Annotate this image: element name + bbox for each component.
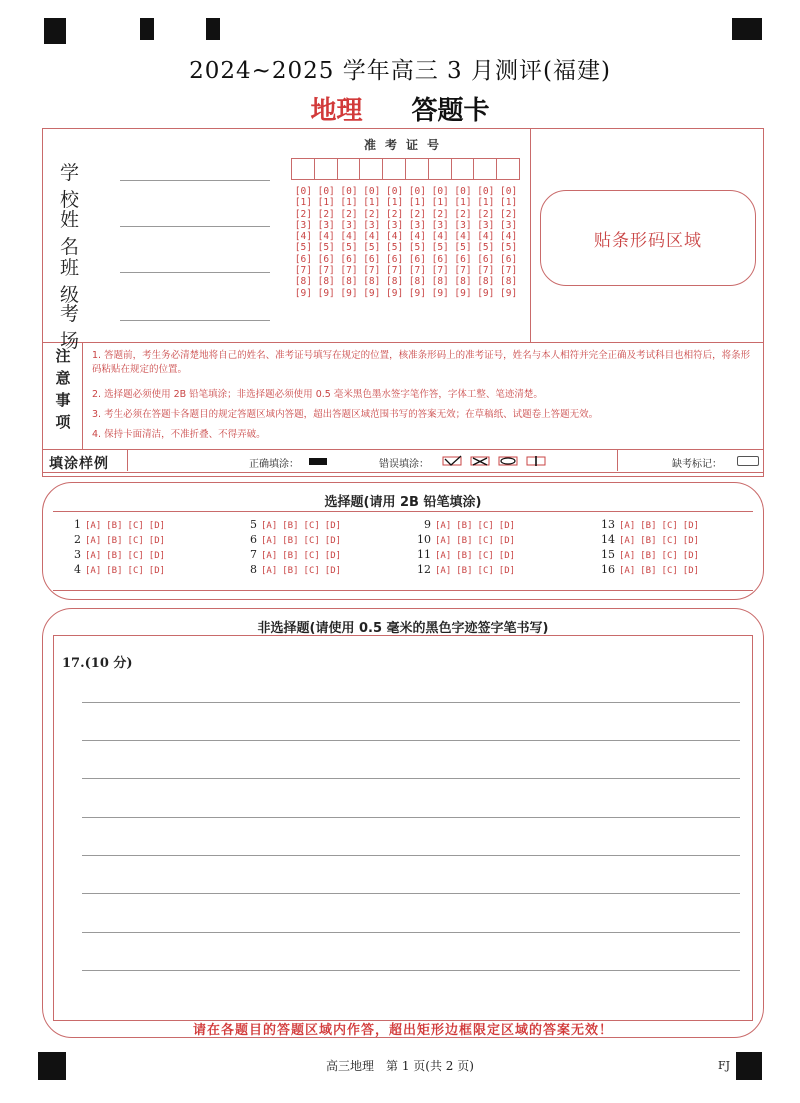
mc-question — [415, 563, 520, 576]
exam-number-box[interactable] — [359, 158, 383, 180]
fill-sample-divider — [127, 450, 128, 471]
mc-question-number: 3 — [74, 548, 81, 561]
notes-label-char: 项 — [55, 413, 71, 431]
mc-option-bubble[interactable]: [C] — [661, 566, 678, 576]
correct-fill-mark — [309, 458, 327, 465]
digit-bubble[interactable]: [8] — [340, 276, 358, 288]
mc-option-bubble[interactable]: [A] — [85, 536, 102, 546]
mc-option-bubble[interactable]: [A] — [435, 536, 452, 546]
mc-question — [599, 563, 704, 576]
digit-bubble[interactable]: [7] — [340, 265, 358, 277]
name-label: 姓名 — [60, 209, 98, 258]
digit-bubble[interactable]: [3] — [363, 219, 381, 231]
digit-bubble[interactable]: [9] — [454, 287, 472, 299]
mc-option-bubble[interactable]: [B] — [640, 536, 657, 546]
mc-option-bubble[interactable]: [A] — [619, 566, 636, 576]
alignment-mark — [44, 18, 66, 44]
digit-bubble[interactable]: [4] — [340, 231, 358, 243]
card-name: 答题卡 — [411, 96, 490, 126]
mc-option-bubble[interactable]: [A] — [261, 566, 278, 576]
digit-bubble[interactable]: [0] — [386, 186, 404, 197]
absent-mark-box[interactable] — [737, 456, 759, 466]
digit-bubble[interactable]: [2] — [408, 208, 426, 220]
exam-number-box[interactable] — [291, 158, 315, 180]
mc-option-bubble[interactable]: [D] — [148, 566, 166, 576]
free-response-section — [42, 608, 764, 1038]
mc-question — [599, 533, 704, 546]
digit-bubble[interactable]: [2] — [454, 208, 472, 220]
answer-line — [82, 702, 740, 703]
digit-bubble[interactable]: [5] — [477, 242, 495, 254]
exam-number-column — [339, 186, 359, 299]
digit-bubble[interactable]: [4] — [363, 231, 381, 243]
digit-bubble[interactable]: [7] — [294, 265, 312, 277]
mc-option-bubble[interactable]: [C] — [477, 536, 494, 546]
panel-divider — [43, 342, 763, 343]
name-row — [60, 205, 116, 259]
answer-line — [82, 778, 740, 779]
exam-number-box[interactable] — [314, 158, 338, 180]
digit-bubble[interactable]: [6] — [454, 253, 472, 265]
digit-bubble[interactable]: [2] — [477, 208, 495, 220]
mc-option-bubble[interactable]: [B] — [456, 536, 473, 546]
mc-option-bubble[interactable]: [B] — [106, 521, 123, 531]
note-item: 3. 考生必须在答题卡各题目的规定答题区域内答题，超出答题区域范围书写的答案无效；在草稿纸、试题卷上答题无效。 — [92, 409, 599, 420]
mc-option-bubble[interactable]: [C] — [127, 536, 144, 546]
digit-bubble[interactable]: [6] — [477, 253, 495, 265]
class-label: 班级 — [60, 257, 98, 306]
mc-option-bubble[interactable]: [A] — [619, 536, 636, 546]
note-item: 2. 选择题必须使用 2B 铅笔填涂；非选择题必须使用 0.5 毫米黑色墨水签字笔作答，字体工整、笔迹清楚。 — [92, 389, 543, 400]
digit-bubble[interactable]: [2] — [294, 208, 312, 220]
mc-option-bubble[interactable]: [B] — [282, 521, 299, 531]
mc-question — [241, 563, 346, 576]
digit-bubble[interactable]: [4] — [477, 231, 495, 243]
mc-option-bubble[interactable]: [A] — [435, 566, 452, 576]
digit-bubble[interactable]: [1] — [500, 197, 518, 209]
digit-bubble[interactable]: [6] — [386, 253, 404, 265]
exam-number-column — [476, 186, 496, 299]
mc-option-bubble[interactable]: [D] — [682, 536, 700, 546]
mc-option-bubble[interactable]: [B] — [106, 536, 123, 546]
multiple-choice-title: 选择题(请用 2B 铅笔填涂) — [324, 495, 482, 510]
answer-line — [82, 932, 740, 933]
answer-line — [82, 893, 740, 894]
mc-option-bubble[interactable]: [C] — [303, 536, 320, 546]
mc-question — [415, 518, 520, 531]
digit-bubble[interactable]: [8] — [454, 276, 472, 288]
digit-bubble[interactable]: [6] — [431, 253, 449, 265]
mc-option-bubble[interactable]: [A] — [619, 551, 636, 561]
digit-bubble[interactable]: [0] — [363, 186, 381, 197]
digit-bubble[interactable]: [7] — [363, 265, 381, 277]
exam-number-boxes[interactable] — [292, 158, 520, 180]
digit-bubble[interactable]: [5] — [317, 242, 335, 254]
digit-bubble[interactable]: [5] — [454, 242, 472, 254]
answer-area[interactable] — [53, 635, 753, 1021]
digit-bubble[interactable]: [9] — [408, 287, 426, 299]
mc-question-number: 13 — [601, 518, 615, 531]
digit-bubble[interactable]: [2] — [500, 208, 518, 220]
mc-question-number: 4 — [74, 563, 81, 576]
mc-option-bubble[interactable]: [C] — [661, 521, 678, 531]
mc-option-bubble[interactable]: [A] — [261, 536, 278, 546]
digit-bubble[interactable]: [0] — [340, 186, 358, 197]
multiple-choice-grid — [53, 511, 753, 591]
answer-area-warning: 请在各题目的答题区域内作答，超出矩形边框限定区域的答案无效！ — [192, 1023, 613, 1038]
digit-bubble[interactable]: [5] — [408, 242, 426, 254]
digit-bubble[interactable]: [1] — [294, 197, 312, 209]
card-subtitle — [0, 90, 800, 127]
mc-question — [415, 533, 520, 546]
mc-option-bubble[interactable]: [D] — [498, 566, 516, 576]
answer-line — [82, 740, 740, 741]
notes-label — [44, 345, 82, 447]
notes-divider — [82, 343, 83, 449]
room-label: 考场 — [60, 303, 98, 352]
note-item: 4. 保持卡面清洁，不准折叠、不得弄破。 — [92, 429, 266, 440]
notes-label-char: 注 — [55, 347, 71, 365]
subject-name: 地理 — [310, 96, 363, 126]
digit-bubble[interactable]: [4] — [294, 231, 312, 243]
page-footer: 高三地理 第 1 页(共 2 页) — [326, 1059, 474, 1073]
exam-number-box[interactable] — [405, 158, 429, 180]
digit-bubble[interactable]: [1] — [386, 197, 404, 209]
digit-bubble[interactable]: [1] — [408, 197, 426, 209]
digit-bubble[interactable]: [1] — [317, 197, 335, 209]
digit-bubble[interactable]: [5] — [363, 242, 381, 254]
digit-bubble[interactable]: [5] — [386, 242, 404, 254]
mc-option-bubble[interactable]: [C] — [127, 521, 144, 531]
notes-label-char: 事 — [55, 391, 71, 409]
digit-bubble[interactable]: [9] — [477, 287, 495, 299]
digit-bubble[interactable]: [8] — [363, 276, 381, 288]
exam-number-box[interactable] — [473, 158, 497, 180]
answer-line — [82, 817, 740, 818]
digit-bubble[interactable]: [3] — [294, 219, 312, 231]
exam-number-column — [316, 186, 336, 299]
digit-bubble[interactable]: [8] — [386, 276, 404, 288]
mc-question — [599, 548, 704, 561]
digit-bubble[interactable]: [5] — [340, 242, 358, 254]
exam-number-column — [293, 186, 313, 299]
barcode-area: 贴条形码区域 — [540, 190, 756, 286]
answer-line — [82, 970, 740, 971]
digit-bubble[interactable]: [1] — [340, 197, 358, 209]
digit-bubble[interactable]: [3] — [386, 219, 404, 231]
mc-option-bubble[interactable]: [B] — [456, 551, 473, 561]
digit-bubble[interactable]: [8] — [500, 276, 518, 288]
correct-fill-label: 正确填涂： — [249, 459, 299, 470]
digit-bubble[interactable]: [6] — [294, 253, 312, 265]
mc-option-bubble[interactable]: [D] — [324, 566, 342, 576]
mc-option-bubble[interactable]: [D] — [498, 521, 516, 531]
notes-label-char: 意 — [55, 369, 71, 387]
mc-question-number: 8 — [250, 563, 257, 576]
free-response-title: 非选择题(请使用 0.5 毫米的黑色字迹签字笔书写) — [257, 621, 549, 636]
digit-bubble[interactable]: [6] — [340, 253, 358, 265]
mc-option-bubble[interactable]: [B] — [282, 566, 299, 576]
note-item: 1. 答题前，考生务必清楚地将自己的姓名、准考证号填写在规定的位置，核准条形码上的准考证号，姓名与本人相符并完全正确及考试科目也相符后，将条形码粘贴在规定的位置。 — [92, 350, 751, 375]
mc-option-bubble[interactable]: [C] — [477, 521, 494, 531]
mc-question — [599, 518, 704, 531]
digit-bubble[interactable]: [6] — [317, 253, 335, 265]
exam-number-column — [407, 186, 427, 299]
mc-option-bubble[interactable]: [A] — [619, 521, 636, 531]
mc-question — [241, 533, 346, 546]
mc-question — [65, 548, 170, 561]
digit-bubble[interactable]: [1] — [477, 197, 495, 209]
alignment-mark — [206, 18, 220, 40]
absent-mark-label: 缺考标记： — [672, 459, 722, 470]
mc-option-bubble[interactable]: [A] — [85, 566, 102, 576]
digit-bubble[interactable]: [9] — [294, 287, 312, 299]
mc-option-bubble[interactable]: [A] — [85, 551, 102, 561]
question-17-label: 17.(10 分) — [62, 656, 133, 671]
digit-bubble[interactable]: [2] — [340, 208, 358, 220]
mc-question-number: 9 — [424, 518, 431, 531]
mc-option-bubble[interactable]: [D] — [324, 551, 342, 561]
mc-option-bubble[interactable]: [C] — [477, 566, 494, 576]
mc-option-bubble[interactable]: [B] — [456, 521, 473, 531]
digit-bubble[interactable]: [3] — [477, 219, 495, 231]
mc-option-bubble[interactable]: [B] — [640, 521, 657, 531]
digit-bubble[interactable]: [9] — [317, 287, 335, 299]
digit-bubble[interactable]: [7] — [477, 265, 495, 277]
digit-bubble[interactable]: [6] — [408, 253, 426, 265]
mc-option-bubble[interactable]: [D] — [324, 521, 342, 531]
mc-option-bubble[interactable]: [C] — [477, 551, 494, 561]
digit-bubble[interactable]: [0] — [294, 186, 312, 197]
mc-option-bubble[interactable]: [C] — [127, 551, 144, 561]
mc-option-bubble[interactable]: [B] — [640, 566, 657, 576]
mc-option-bubble[interactable]: [B] — [282, 551, 299, 561]
digit-bubble[interactable]: [6] — [500, 253, 518, 265]
digit-bubble[interactable]: [9] — [431, 287, 449, 299]
mc-question — [241, 548, 346, 561]
digit-bubble[interactable]: [5] — [294, 242, 312, 254]
exam-title: 2024~2025 学年高三 3 月测评(福建) — [189, 58, 611, 84]
mc-option-bubble[interactable]: [A] — [85, 521, 102, 531]
mc-option-bubble[interactable]: [A] — [261, 521, 278, 531]
mc-question — [65, 533, 170, 546]
exam-number-column — [430, 186, 450, 299]
digit-bubble[interactable]: [8] — [431, 276, 449, 288]
digit-bubble[interactable]: [7] — [500, 265, 518, 277]
digit-bubble[interactable]: [2] — [386, 208, 404, 220]
digit-bubble[interactable]: [4] — [386, 231, 404, 243]
digit-bubble[interactable]: [9] — [500, 287, 518, 299]
school-field[interactable] — [120, 180, 270, 181]
mc-option-bubble[interactable]: [C] — [127, 566, 144, 576]
multiple-choice-section — [42, 482, 764, 600]
digit-bubble[interactable]: [0] — [408, 186, 426, 197]
exam-number-column — [499, 186, 519, 299]
digit-bubble[interactable]: [3] — [500, 219, 518, 231]
digit-bubble[interactable]: [4] — [500, 231, 518, 243]
exam-number-box[interactable] — [451, 158, 475, 180]
school-row — [60, 158, 116, 212]
exam-number-box[interactable] — [337, 158, 361, 180]
digit-bubble[interactable]: [8] — [477, 276, 495, 288]
mc-option-bubble[interactable]: [B] — [106, 551, 123, 561]
digit-bubble[interactable]: [8] — [317, 276, 335, 288]
mc-question-number: 11 — [417, 548, 431, 561]
digit-bubble[interactable]: [4] — [431, 231, 449, 243]
digit-bubble[interactable]: [2] — [363, 208, 381, 220]
alignment-mark — [140, 18, 154, 40]
digit-bubble[interactable]: [9] — [363, 287, 381, 299]
digit-bubble[interactable]: [7] — [454, 265, 472, 277]
mc-option-bubble[interactable]: [A] — [261, 551, 278, 561]
digit-bubble[interactable]: [1] — [363, 197, 381, 209]
digit-bubble[interactable]: [9] — [386, 287, 404, 299]
digit-bubble[interactable]: [5] — [500, 242, 518, 254]
mc-option-bubble[interactable]: [D] — [498, 536, 516, 546]
digit-bubble[interactable]: [0] — [431, 186, 449, 197]
digit-bubble[interactable]: [1] — [431, 197, 449, 209]
mc-question — [65, 563, 170, 576]
digit-bubble[interactable]: [3] — [408, 219, 426, 231]
digit-bubble[interactable]: [0] — [317, 186, 335, 197]
exam-number-title: 准考证号 — [363, 138, 448, 152]
digit-bubble[interactable]: [7] — [386, 265, 404, 277]
mc-option-bubble[interactable]: [D] — [498, 551, 516, 561]
school-label: 学校 — [60, 162, 98, 211]
mc-option-bubble[interactable]: [D] — [682, 566, 700, 576]
mc-question-number: 12 — [417, 563, 431, 576]
digit-bubble[interactable]: [2] — [431, 208, 449, 220]
digit-bubble[interactable]: [0] — [477, 186, 495, 197]
mc-question — [241, 518, 346, 531]
mc-question-number: 15 — [601, 548, 615, 561]
mc-question — [65, 518, 170, 531]
mc-question-number: 14 — [601, 533, 615, 546]
exam-number-box[interactable] — [428, 158, 452, 180]
fill-sample-label: 填涂样例 — [49, 456, 109, 472]
alignment-mark — [732, 18, 762, 40]
exam-number-column — [453, 186, 473, 299]
digit-bubble[interactable]: [0] — [454, 186, 472, 197]
digit-bubble[interactable]: [3] — [317, 219, 335, 231]
fill-sample-divider — [617, 450, 618, 471]
digit-bubble[interactable]: [4] — [408, 231, 426, 243]
mc-option-bubble[interactable]: [C] — [303, 566, 320, 576]
room-field[interactable] — [120, 320, 270, 321]
mc-question — [415, 548, 520, 561]
exam-number-box[interactable] — [496, 158, 520, 180]
mc-option-bubble[interactable]: [D] — [148, 536, 166, 546]
mc-option-bubble[interactable]: [A] — [435, 521, 452, 531]
mc-option-bubble[interactable]: [D] — [682, 551, 700, 561]
mc-option-bubble[interactable]: [D] — [148, 551, 166, 561]
mc-option-bubble[interactable]: [C] — [303, 551, 320, 561]
mc-question-number: 16 — [601, 563, 615, 576]
digit-bubble[interactable]: [4] — [454, 231, 472, 243]
digit-bubble[interactable]: [8] — [408, 276, 426, 288]
mc-question-number: 2 — [74, 533, 81, 546]
panel-divider — [530, 129, 531, 343]
region-code: FJ — [718, 1059, 731, 1072]
digit-bubble[interactable]: [5] — [431, 242, 449, 254]
digit-bubble[interactable]: [0] — [500, 186, 518, 197]
digit-bubble[interactable]: [7] — [317, 265, 335, 277]
mc-option-bubble[interactable]: [B] — [640, 551, 657, 561]
digit-bubble[interactable]: [3] — [454, 219, 472, 231]
digit-bubble[interactable]: [1] — [454, 197, 472, 209]
mc-option-bubble[interactable]: [C] — [661, 551, 678, 561]
mc-option-bubble[interactable]: [C] — [303, 521, 320, 531]
wrong-fill-marks — [441, 455, 551, 468]
mc-option-bubble[interactable]: [D] — [148, 521, 166, 531]
name-field[interactable] — [120, 226, 270, 227]
digit-bubble[interactable]: [3] — [340, 219, 358, 231]
digit-bubble[interactable]: [4] — [317, 231, 335, 243]
answer-line — [82, 855, 740, 856]
mc-question-number: 10 — [417, 533, 431, 546]
mc-option-bubble[interactable]: [C] — [661, 536, 678, 546]
mc-option-bubble[interactable]: [A] — [435, 551, 452, 561]
mc-option-bubble[interactable]: [B] — [456, 566, 473, 576]
digit-bubble[interactable]: [7] — [408, 265, 426, 277]
exam-number-column — [385, 186, 405, 299]
class-field[interactable] — [120, 272, 270, 273]
mc-question-number: 7 — [250, 548, 257, 561]
digit-bubble[interactable]: [2] — [317, 208, 335, 220]
exam-number-box[interactable] — [382, 158, 406, 180]
mc-option-bubble[interactable]: [D] — [682, 521, 700, 531]
mc-question-number: 6 — [250, 533, 257, 546]
mc-option-bubble[interactable]: [D] — [324, 536, 342, 546]
mc-question-number: 5 — [250, 518, 257, 531]
mc-question-number: 1 — [74, 518, 81, 531]
mc-option-bubble[interactable]: [B] — [106, 566, 123, 576]
digit-bubble[interactable]: [9] — [340, 287, 358, 299]
exam-number-column — [362, 186, 382, 299]
digit-bubble[interactable]: [7] — [431, 265, 449, 277]
fill-sample-bar — [42, 449, 764, 473]
digit-bubble[interactable]: [6] — [363, 253, 381, 265]
mc-option-bubble[interactable]: [B] — [282, 536, 299, 546]
digit-bubble[interactable]: [8] — [294, 276, 312, 288]
wrong-fill-label: 错误填涂： — [379, 459, 429, 470]
digit-bubble[interactable]: [3] — [431, 219, 449, 231]
